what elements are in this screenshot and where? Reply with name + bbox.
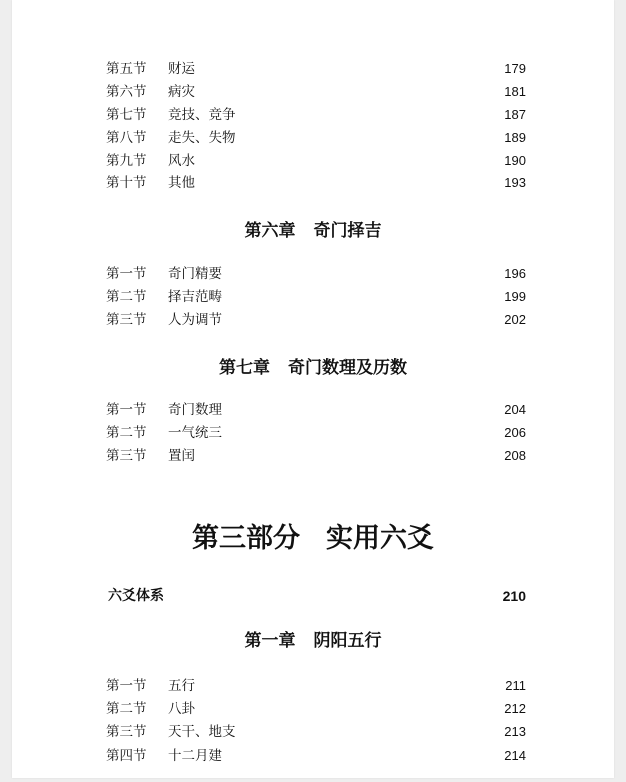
chapter-heading <box>12 629 614 653</box>
section-number: 第一节 <box>106 678 147 694</box>
toc-entry <box>106 172 526 194</box>
toc-system-entry <box>108 584 526 608</box>
page-number: 179 <box>504 61 526 76</box>
page-number: 193 <box>504 175 526 190</box>
section-number: 第三节 <box>106 448 147 464</box>
chapter-number: 第七章 <box>219 358 270 378</box>
page-number: 210 <box>502 588 526 604</box>
toc-entry <box>106 721 526 743</box>
section-number: 第八节 <box>106 130 147 146</box>
chapter-title: 奇门择吉 <box>313 221 382 241</box>
section-number: 第三节 <box>106 724 147 740</box>
toc-entry <box>106 399 526 421</box>
page-number: 199 <box>504 289 526 304</box>
section-number: 第九节 <box>106 153 147 169</box>
chapter-title: 阴阳五行 <box>313 631 382 651</box>
page-number: 212 <box>504 701 526 716</box>
page-number: 206 <box>504 425 526 440</box>
section-number: 第十节 <box>106 175 147 191</box>
section-title: 风水 <box>168 153 195 169</box>
page-number: 181 <box>504 84 526 99</box>
page-number: 214 <box>504 748 526 763</box>
toc-entry <box>106 58 526 80</box>
section-title: 天干、地支 <box>168 724 236 740</box>
chapter-number: 第一章 <box>244 631 296 651</box>
section-title: 十二月建 <box>168 748 222 764</box>
toc-entry <box>106 150 526 172</box>
page-number: 187 <box>504 107 526 122</box>
section-number: 第三节 <box>106 312 147 328</box>
toc-entry <box>106 81 526 103</box>
chapter-heading <box>12 219 614 243</box>
section-number: 第六节 <box>106 84 147 100</box>
page-number: 196 <box>504 266 526 281</box>
section-title: 五行 <box>168 678 195 694</box>
section-number: 第二节 <box>106 289 147 305</box>
page-number: 211 <box>505 678 526 693</box>
page-number: 190 <box>504 153 526 168</box>
section-title: 其他 <box>168 175 195 191</box>
section-title: 人为调节 <box>168 312 222 328</box>
section-title: 置闰 <box>168 448 195 464</box>
section-number: 第一节 <box>106 266 147 282</box>
page-number: 213 <box>504 724 526 739</box>
section-title: 奇门精要 <box>168 266 222 282</box>
page-number: 204 <box>504 402 526 417</box>
section-title: 择吉范畴 <box>168 289 222 305</box>
page-number: 202 <box>504 312 526 327</box>
page-number: 189 <box>504 130 526 145</box>
section-number: 第五节 <box>106 61 147 77</box>
toc-entry <box>106 127 526 149</box>
chapter-heading <box>12 356 614 380</box>
section-number: 第四节 <box>106 748 147 764</box>
section-title: 一气统三 <box>168 425 222 441</box>
part-title: 实用六爻 <box>326 523 434 554</box>
toc-entry <box>106 745 526 767</box>
section-title: 财运 <box>168 61 195 77</box>
page-number: 208 <box>504 448 526 463</box>
part-number: 第三部分 <box>192 523 300 554</box>
document-page <box>12 0 614 778</box>
toc-entry <box>106 698 526 720</box>
section-number: 第二节 <box>106 701 147 717</box>
toc-entry <box>106 422 526 444</box>
section-title: 竞技、竞争 <box>168 107 236 123</box>
toc-entry <box>106 445 526 467</box>
section-title: 八卦 <box>168 701 195 717</box>
system-title: 六爻体系 <box>108 588 164 604</box>
toc-entry <box>106 263 526 285</box>
chapter-title: 奇门数理及历数 <box>288 358 407 378</box>
toc-entry <box>106 675 526 697</box>
part-heading <box>12 521 614 557</box>
section-title: 奇门数理 <box>168 402 222 418</box>
toc-entry <box>106 309 526 331</box>
section-number: 第一节 <box>106 402 147 418</box>
section-title: 走失、失物 <box>168 130 236 146</box>
toc-entry <box>106 286 526 308</box>
section-number: 第二节 <box>106 425 147 441</box>
toc-entry <box>106 104 526 126</box>
section-title: 病灾 <box>168 84 195 100</box>
chapter-number: 第六章 <box>244 221 296 241</box>
section-number: 第七节 <box>106 107 147 123</box>
